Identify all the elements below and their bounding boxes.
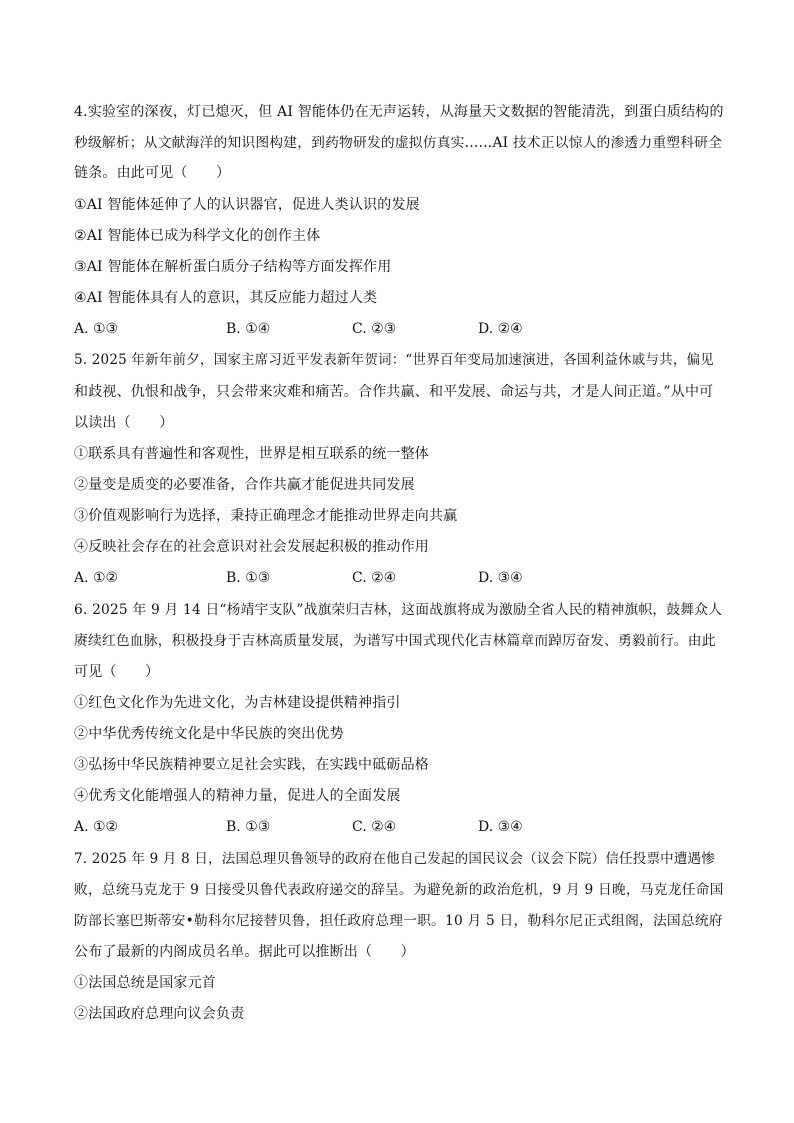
question-4-statement-2: ②AI 智能体已成为科学文化的创作主体 [74, 228, 321, 244]
question-4-stem-line-2: 秒级解析；从文献海洋的知识图构建，到药物研发的虚拟仿真实……AI 技术正以惊人的渗透力重塑科研全 [74, 135, 723, 151]
question-4-statement-4: ④AI 智能体具有人的意识，其反应能力超过人类 [74, 290, 378, 306]
question-7-stem-line-2: 败，总统马克龙于 9 日接受贝鲁代表政府递交的辞呈。为避免新的政治危机，9 月 9 日晚，马克龙任命国 [74, 882, 724, 898]
question-4-option-d: D. ②④ [478, 321, 523, 337]
question-5-option-c: C. ②④ [352, 570, 397, 586]
question-6-statement-4: ④优秀文化能增强人的精神力量，促进人的全面发展 [74, 788, 401, 804]
question-7-stem-line-4: 公布了最新的内阁成员名单。据此可以推断出（ ） [74, 944, 415, 960]
question-5-options [74, 568, 724, 588]
question-7-stem-line-1: 7. 2025 年 9 月 8 日，法国总理贝鲁领导的政府在他自己发起的国民议会（议会下院）信任投票中遭遇惨 [74, 851, 715, 867]
question-4-option-c: C. ②③ [352, 321, 397, 337]
question-4-options [74, 319, 724, 339]
question-4-stem-line-1: 4.实验室的深夜，灯已熄灭，但 AI 智能体仍在无声运转，从海量天文数据的智能清洗，到蛋白质结构的 [74, 104, 724, 120]
question-6-option-b: B. ①③ [226, 819, 271, 835]
question-6-statement-3: ③弘扬中华民族精神要立足社会实践，在实践中砥砺品格 [74, 757, 429, 773]
question-5-option-d: D. ③④ [478, 570, 523, 586]
question-5-stem-line-3: 以读出（ ） [74, 415, 174, 431]
question-4-stem-line-3: 链条。由此可见（ ） [74, 165, 231, 181]
question-6-statement-2: ②中华优秀传统文化是中华民族的突出优势 [74, 726, 344, 742]
question-6-stem-line-1: 6. 2025 年 9 月 14 日“杨靖宇支队”战旗荣归吉林，这面战旗将成为激励全省人民的精神旗帜，鼓舞众人 [74, 602, 723, 618]
question-6-option-a: A. ①② [74, 819, 119, 835]
question-4-option-b: B. ①④ [226, 321, 271, 337]
question-6-option-c: C. ②④ [352, 819, 397, 835]
question-6-stem-line-2: 赓续红色血脉，积极投身于吉林高质量发展，为谱写中国式现代化吉林篇章而踔厉奋发、勇毅前行。由此 [74, 633, 716, 649]
question-6-option-d: D. ③④ [478, 819, 523, 835]
question-5-stem-line-1: 5. 2025 年新年前夕，国家主席习近平发表新年贺词：“世界百年变局加速演进，各国利益休戚与共，偏见 [74, 352, 714, 368]
question-6-statement-1: ①红色文化作为先进文化，为吉林建设提供精神指引 [74, 695, 401, 711]
question-6-options [74, 817, 724, 837]
question-5-option-a: A. ①② [74, 570, 119, 586]
question-5-statement-2: ②量变是质变的必要准备，合作共赢才能促进共同发展 [74, 477, 415, 493]
question-5-statement-4: ④反映社会存在的社会意识对社会发展起积极的推动作用 [74, 539, 429, 555]
question-4-statement-3: ③AI 智能体在解析蛋白质分子结构等方面发挥作用 [74, 259, 392, 275]
question-4-option-a: A. ①③ [74, 321, 119, 337]
question-7-statement-1: ①法国总统是国家元首 [74, 975, 216, 991]
question-7-statement-2: ②法国政府总理向议会负责 [74, 1006, 245, 1022]
question-6-stem-line-3: 可见（ ） [74, 664, 160, 680]
question-5-option-b: B. ①③ [226, 570, 271, 586]
question-5-stem-line-2: 和歧视、仇恨和战争，只会带来灾难和痛苦。合作共赢、和平发展、命运与共，才是人间正道。”从中可 [74, 384, 714, 400]
question-4-statement-1: ①AI 智能体延伸了人的认识器官，促进人类认识的发展 [74, 197, 420, 213]
question-7-stem-line-3: 防部长塞巴斯蒂安•勒科尔尼接替贝鲁，担任政府总理一职。10 月 5 日，勒科尔尼正式组阁，法国总统府 [74, 913, 723, 929]
question-5-statement-1: ①联系具有普遍性和客观性，世界是相互联系的统一整体 [74, 446, 429, 462]
question-5-statement-3: ③价值观影响行为选择，秉持正确理念才能推动世界走向共赢 [74, 508, 458, 524]
